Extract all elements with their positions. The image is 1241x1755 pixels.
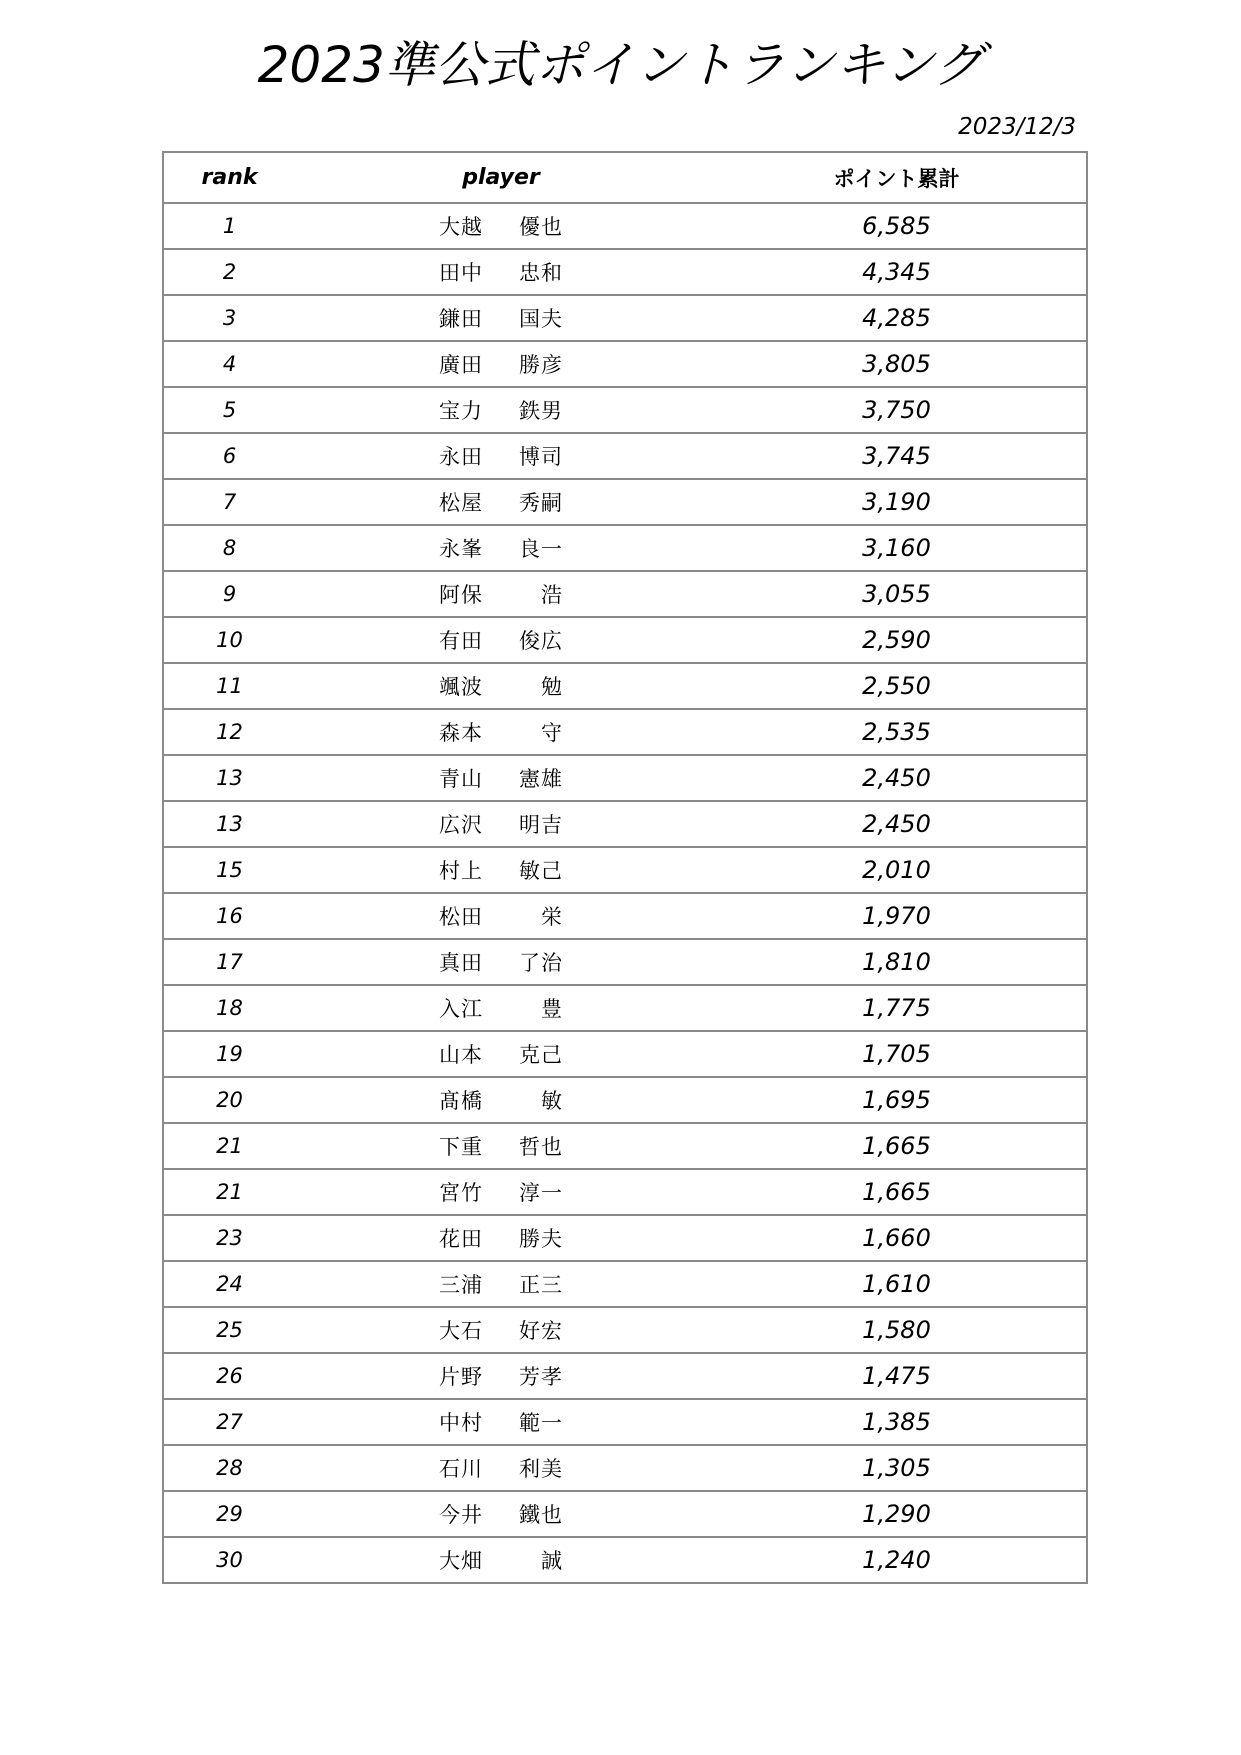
player-given-name: 守 <box>541 721 563 745</box>
player-given-name: 良一 <box>519 537 563 561</box>
rank-cell: 1 <box>163 203 295 249</box>
player-given-name: 豊 <box>541 997 563 1021</box>
points-cell: 1,290 <box>707 1491 1087 1537</box>
player-cell <box>295 433 707 479</box>
points-cell: 4,285 <box>707 295 1087 341</box>
points-cell: 1,240 <box>707 1537 1087 1583</box>
points-cell: 3,160 <box>707 525 1087 571</box>
points-cell: 3,190 <box>707 479 1087 525</box>
table-row <box>163 1353 1087 1399</box>
player-given-name: 範一 <box>519 1411 563 1435</box>
points-cell: 1,665 <box>707 1169 1087 1215</box>
table-row <box>163 755 1087 801</box>
points-cell: 3,750 <box>707 387 1087 433</box>
rank-cell: 28 <box>163 1445 295 1491</box>
rank-cell: 23 <box>163 1215 295 1261</box>
player-given-name: 忠和 <box>519 261 563 285</box>
player-cell <box>295 985 707 1031</box>
player-given-name: 鉄男 <box>519 399 563 423</box>
player-given-name: 鐵也 <box>519 1503 563 1527</box>
player-cell <box>295 387 707 433</box>
player-family-name: 石川 <box>439 1457 483 1481</box>
player-family-name: 松田 <box>439 905 483 929</box>
player-given-name: 敏己 <box>519 859 563 883</box>
player-cell <box>295 709 707 755</box>
player-family-name: 真田 <box>439 951 483 975</box>
rank-cell: 8 <box>163 525 295 571</box>
rank-cell: 19 <box>163 1031 295 1077</box>
table-row <box>163 525 1087 571</box>
player-cell <box>295 1353 707 1399</box>
player-cell <box>295 1123 707 1169</box>
rank-cell: 7 <box>163 479 295 525</box>
player-cell <box>295 479 707 525</box>
player-given-name: 俊広 <box>519 629 563 653</box>
player-given-name: 秀嗣 <box>519 491 563 515</box>
player-cell <box>295 1077 707 1123</box>
points-cell: 2,450 <box>707 755 1087 801</box>
table-row <box>163 387 1087 433</box>
player-family-name: 廣田 <box>439 353 483 377</box>
table-row <box>163 1215 1087 1261</box>
player-family-name: 大畑 <box>439 1549 483 1573</box>
rank-cell: 29 <box>163 1491 295 1537</box>
table-row <box>163 985 1087 1031</box>
table-row <box>163 341 1087 387</box>
player-given-name: 淳一 <box>519 1181 563 1205</box>
player-family-name: 永田 <box>439 445 483 469</box>
player-cell <box>295 1031 707 1077</box>
points-cell: 1,810 <box>707 939 1087 985</box>
player-cell <box>295 1215 707 1261</box>
rank-cell: 3 <box>163 295 295 341</box>
player-given-name: 博司 <box>519 445 563 469</box>
player-cell <box>295 847 707 893</box>
player-cell <box>295 1169 707 1215</box>
rank-cell: 17 <box>163 939 295 985</box>
player-family-name: 大越 <box>439 215 483 239</box>
points-cell: 1,385 <box>707 1399 1087 1445</box>
player-given-name: 哲也 <box>519 1135 563 1159</box>
table-row <box>163 663 1087 709</box>
player-family-name: 永峯 <box>439 537 483 561</box>
points-cell: 1,705 <box>707 1031 1087 1077</box>
player-cell <box>295 1261 707 1307</box>
table-row <box>163 939 1087 985</box>
player-family-name: 青山 <box>439 767 483 791</box>
rank-cell: 30 <box>163 1537 295 1583</box>
points-cell: 2,450 <box>707 801 1087 847</box>
table-row <box>163 203 1087 249</box>
points-cell: 4,345 <box>707 249 1087 295</box>
player-cell <box>295 1399 707 1445</box>
player-cell <box>295 939 707 985</box>
rank-cell: 16 <box>163 893 295 939</box>
player-given-name: 優也 <box>519 215 563 239</box>
player-family-name: 鎌田 <box>439 307 483 331</box>
table-row <box>163 1445 1087 1491</box>
table-row <box>163 249 1087 295</box>
rank-cell: 15 <box>163 847 295 893</box>
rank-cell: 21 <box>163 1123 295 1169</box>
player-cell <box>295 1537 707 1583</box>
player-given-name: 勝彦 <box>519 353 563 377</box>
points-cell: 1,970 <box>707 893 1087 939</box>
player-cell <box>295 617 707 663</box>
player-given-name: 正三 <box>519 1273 563 1297</box>
player-given-name: 勉 <box>541 675 563 699</box>
player-cell <box>295 1491 707 1537</box>
rank-cell: 12 <box>163 709 295 755</box>
player-family-name: 髙橋 <box>439 1089 483 1113</box>
player-cell <box>295 571 707 617</box>
rank-cell: 21 <box>163 1169 295 1215</box>
rank-cell: 24 <box>163 1261 295 1307</box>
rank-cell: 18 <box>163 985 295 1031</box>
ranking-table <box>162 151 1088 1584</box>
player-family-name: 村上 <box>439 859 483 883</box>
player-given-name: 明吉 <box>519 813 563 837</box>
table-row <box>163 1491 1087 1537</box>
player-cell <box>295 663 707 709</box>
player-family-name: 山本 <box>439 1043 483 1067</box>
rank-cell: 11 <box>163 663 295 709</box>
player-given-name: 芳孝 <box>519 1365 563 1389</box>
table-row <box>163 1537 1087 1583</box>
ranking-date: 2023/12/3 <box>958 114 1076 140</box>
points-cell: 6,585 <box>707 203 1087 249</box>
points-cell: 3,745 <box>707 433 1087 479</box>
player-cell <box>295 801 707 847</box>
rank-cell: 27 <box>163 1399 295 1445</box>
points-cell: 1,305 <box>707 1445 1087 1491</box>
rank-cell: 25 <box>163 1307 295 1353</box>
player-family-name: 松屋 <box>439 491 483 515</box>
player-family-name: 宮竹 <box>439 1181 483 1205</box>
player-cell <box>295 295 707 341</box>
table-row <box>163 1307 1087 1353</box>
points-cell: 2,535 <box>707 709 1087 755</box>
player-cell <box>295 893 707 939</box>
points-cell: 1,610 <box>707 1261 1087 1307</box>
player-family-name: 今井 <box>439 1503 483 1527</box>
table-row <box>163 1123 1087 1169</box>
player-family-name: 広沢 <box>439 813 483 837</box>
player-given-name: 浩 <box>541 583 563 607</box>
player-given-name: 克己 <box>519 1043 563 1067</box>
rank-cell: 4 <box>163 341 295 387</box>
rank-cell: 9 <box>163 571 295 617</box>
points-cell: 3,055 <box>707 571 1087 617</box>
player-family-name: 中村 <box>439 1411 483 1435</box>
points-cell: 1,475 <box>707 1353 1087 1399</box>
player-family-name: 阿保 <box>439 583 483 607</box>
header-points: ポイント累計 <box>707 152 1087 203</box>
rank-cell: 10 <box>163 617 295 663</box>
player-cell <box>295 525 707 571</box>
player-cell <box>295 1307 707 1353</box>
player-given-name: 好宏 <box>519 1319 563 1343</box>
table-row <box>163 847 1087 893</box>
rank-cell: 6 <box>163 433 295 479</box>
player-family-name: 下重 <box>439 1135 483 1159</box>
table-row <box>163 893 1087 939</box>
player-cell <box>295 341 707 387</box>
player-given-name: 誠 <box>541 1549 563 1573</box>
points-cell: 1,665 <box>707 1123 1087 1169</box>
table-row <box>163 295 1087 341</box>
points-cell: 1,660 <box>707 1215 1087 1261</box>
player-family-name: 三浦 <box>439 1273 483 1297</box>
rank-cell: 5 <box>163 387 295 433</box>
points-cell: 2,550 <box>707 663 1087 709</box>
points-cell: 3,805 <box>707 341 1087 387</box>
table-row <box>163 1261 1087 1307</box>
points-cell: 2,590 <box>707 617 1087 663</box>
points-cell: 2,010 <box>707 847 1087 893</box>
points-cell: 1,775 <box>707 985 1087 1031</box>
player-given-name: 勝夫 <box>519 1227 563 1251</box>
rank-cell: 20 <box>163 1077 295 1123</box>
player-family-name: 入江 <box>439 997 483 1021</box>
table-row <box>163 801 1087 847</box>
player-family-name: 田中 <box>439 261 483 285</box>
player-given-name: 国夫 <box>519 307 563 331</box>
ranking-body <box>163 203 1087 1583</box>
table-row <box>163 571 1087 617</box>
player-cell <box>295 249 707 295</box>
table-row <box>163 1169 1087 1215</box>
player-family-name: 森本 <box>439 721 483 745</box>
rank-cell: 2 <box>163 249 295 295</box>
table-row <box>163 709 1087 755</box>
player-cell <box>295 1445 707 1491</box>
table-row <box>163 433 1087 479</box>
points-cell: 1,580 <box>707 1307 1087 1353</box>
points-cell: 1,695 <box>707 1077 1087 1123</box>
table-row <box>163 1077 1087 1123</box>
player-family-name: 花田 <box>439 1227 483 1251</box>
player-given-name: 栄 <box>541 905 563 929</box>
player-given-name: 了治 <box>519 951 563 975</box>
page-title: 2023準公式ポイントランキング <box>257 36 984 94</box>
table-row <box>163 1399 1087 1445</box>
header-player: player <box>295 152 707 203</box>
player-given-name: 憲雄 <box>519 767 563 791</box>
player-given-name: 利美 <box>519 1457 563 1481</box>
player-family-name: 有田 <box>439 629 483 653</box>
table-row <box>163 1031 1087 1077</box>
player-family-name: 片野 <box>439 1365 483 1389</box>
table-header-row <box>163 152 1087 203</box>
rank-cell: 26 <box>163 1353 295 1399</box>
player-family-name: 宝力 <box>439 399 483 423</box>
player-cell <box>295 203 707 249</box>
player-family-name: 颯波 <box>439 675 483 699</box>
player-given-name: 敏 <box>541 1089 563 1113</box>
header-rank: rank <box>163 152 295 203</box>
player-family-name: 大石 <box>439 1319 483 1343</box>
player-cell <box>295 755 707 801</box>
table-row <box>163 479 1087 525</box>
rank-cell: 13 <box>163 755 295 801</box>
table-row <box>163 617 1087 663</box>
rank-cell: 13 <box>163 801 295 847</box>
